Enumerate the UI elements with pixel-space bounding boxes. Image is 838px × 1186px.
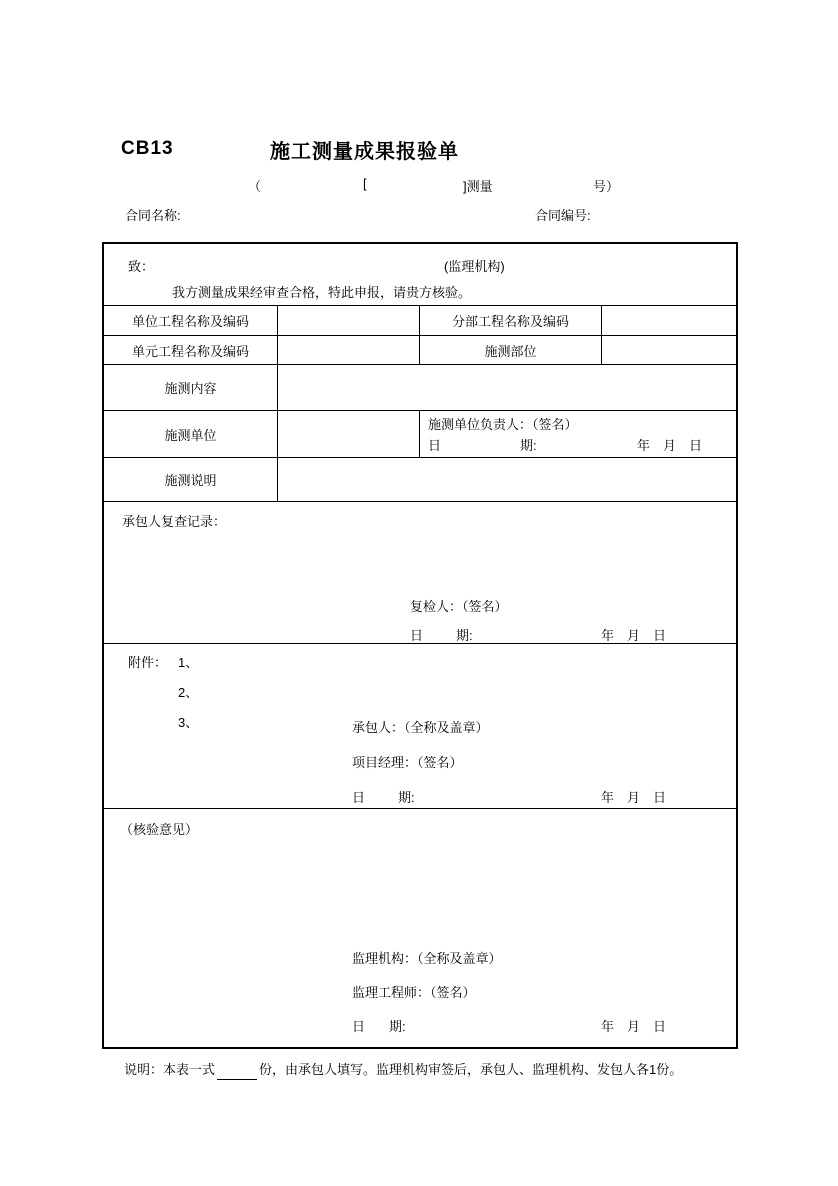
date-colon-label: 期:: [456, 628, 473, 643]
to-row: [104, 244, 736, 305]
doc-number-close-bracket-label: ]测量: [463, 179, 493, 194]
date-colon-label: 期:: [398, 790, 415, 805]
to-label: 致：: [128, 259, 155, 274]
date-day-label: 日: [352, 1019, 366, 1034]
contract-number-label: 合同编号:: [535, 208, 591, 223]
contractor-signature-block: [352, 717, 700, 806]
recheck-row: [104, 501, 736, 643]
date-day-label: 日: [428, 437, 442, 453]
year-month-day-label: 年 月 日: [636, 437, 702, 453]
survey-unit-date-line: [428, 435, 736, 454]
survey-note-row: [104, 457, 736, 501]
attachment-item-2: 2、: [178, 685, 199, 700]
recheck-cell[interactable]: [104, 502, 736, 643]
recheck-signature-block: [410, 596, 700, 644]
survey-part-label: 施测部位: [420, 336, 602, 364]
to-cell[interactable]: [104, 244, 736, 305]
attachment-item-3: 3、: [178, 715, 199, 730]
doc-number-line: [0, 176, 838, 194]
attachment-cell[interactable]: [104, 644, 736, 808]
contract-line: [0, 205, 838, 223]
date-colon-label: 期:: [520, 437, 537, 453]
element-project-value-cell[interactable]: [278, 336, 420, 364]
verify-row: [104, 808, 736, 1047]
unit-project-value-cell[interactable]: [278, 306, 420, 335]
verify-date-line: [352, 1016, 700, 1035]
survey-note-value-cell[interactable]: [278, 458, 736, 501]
supervising-org-hint: (监理机构): [444, 259, 505, 274]
footer-note-suffix: 份，由承包人填写。监理机构审签后，承包人、监理机构、发包人各1份。: [259, 1062, 683, 1077]
date-day-label: 日: [410, 628, 424, 643]
survey-part-value-cell[interactable]: [602, 336, 736, 364]
division-project-label: 分部工程名称及编码: [420, 306, 602, 335]
survey-unit-row: [104, 410, 736, 457]
form-code: CB13: [121, 138, 174, 159]
form-table: [102, 242, 738, 1049]
recheck-signer-label: 复检人：（签名）: [410, 599, 508, 614]
footer-note: [124, 1059, 764, 1080]
contract-name-label: 合同名称:: [125, 208, 181, 223]
attachment-items: [178, 652, 198, 731]
survey-unit-signature-cell[interactable]: [420, 411, 736, 457]
footer-note-prefix: 说明：本表一式: [124, 1062, 216, 1077]
unit-project-label: 单位工程名称及编码: [104, 306, 278, 335]
project-manager-label: 项目经理：（签名）: [352, 755, 463, 770]
contractor-date-line: [352, 787, 700, 806]
date-colon-label: 期:: [389, 1019, 406, 1034]
survey-unit-value-cell[interactable]: [278, 411, 420, 457]
doc-number-suffix: 号）: [593, 179, 620, 194]
doc-number-open-paren: （: [248, 179, 262, 194]
attachment-label: 附件：: [128, 655, 168, 670]
division-project-value-cell[interactable]: [602, 306, 736, 335]
date-day-label: 日: [352, 790, 366, 805]
year-month-day-label: 年 月 日: [600, 1019, 666, 1034]
supervisor-signature-block: [352, 948, 700, 1035]
copies-blank-field[interactable]: [217, 1059, 257, 1080]
contractor-label: 承包人：（全称及盖章）: [352, 720, 489, 735]
recheck-title: 承包人复查记录：: [122, 514, 227, 529]
survey-content-label: 施测内容: [104, 365, 278, 410]
supervising-engineer-label: 监理工程师：（签名）: [352, 985, 476, 1000]
survey-content-value-cell[interactable]: [278, 365, 736, 410]
element-project-label: 单元工程名称及编码: [104, 336, 278, 364]
survey-note-label: 施测说明: [104, 458, 278, 501]
attachment-item-1: 1、: [178, 655, 199, 670]
verify-title: （核验意见）: [120, 822, 199, 837]
survey-unit-label: 施测单位: [104, 411, 278, 457]
verify-cell[interactable]: [104, 809, 736, 1047]
page-title: 施工测量成果报验单: [270, 141, 459, 163]
doc-number-open-bracket: [: [363, 176, 367, 191]
info-row-2: [104, 335, 736, 364]
attachment-row: [104, 643, 736, 808]
info-row-1: [104, 305, 736, 335]
year-month-day-label: 年 月 日: [600, 628, 666, 643]
supervising-org-label: 监理机构：（全称及盖章）: [352, 951, 502, 966]
recheck-date-line: [410, 625, 700, 644]
survey-content-row: [104, 364, 736, 410]
survey-unit-head-label: 施测单位负责人：（签名）: [428, 417, 578, 433]
declaration-statement: 我方测量成果经审查合格，特此申报，请贵方核验。: [172, 285, 472, 300]
year-month-day-label: 年 月 日: [600, 790, 666, 805]
